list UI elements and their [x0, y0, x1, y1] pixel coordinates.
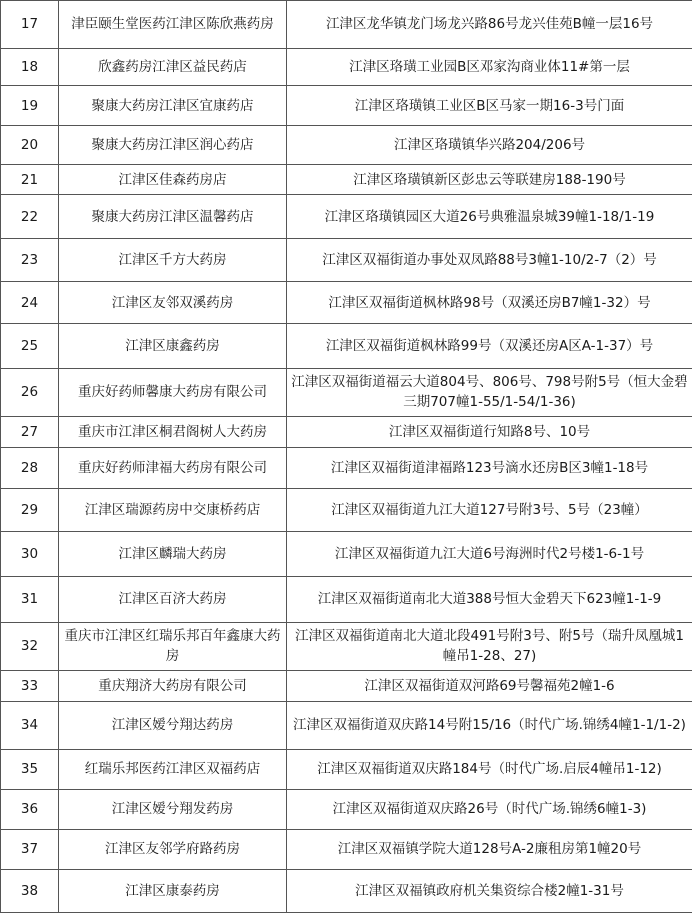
pharmacy-address: 江津区双福街道枫林路99号（双溪还房A区A-1-37）号	[287, 324, 692, 369]
row-number: 22	[1, 195, 59, 239]
table-row	[1, 701, 692, 749]
table-row	[1, 749, 692, 790]
pharmacy-name: 江津区康鑫药房	[59, 324, 287, 369]
row-number: 24	[1, 281, 59, 324]
pharmacy-name: 江津区千方大药房	[59, 239, 287, 282]
row-number: 35	[1, 749, 59, 790]
pharmacy-name: 江津区麟瑞大药房	[59, 532, 287, 577]
row-number: 26	[1, 369, 59, 417]
row-number: 27	[1, 416, 59, 447]
row-number: 18	[1, 48, 59, 85]
row-number: 25	[1, 324, 59, 369]
pharmacy-address: 江津区双福街道双庆路26号（时代广场.锦绣6幢1-3)	[287, 790, 692, 830]
pharmacy-address: 江津区珞璜镇华兴路204/206号	[287, 125, 692, 165]
table-row	[1, 195, 692, 239]
table-row	[1, 281, 692, 324]
table-row	[1, 324, 692, 369]
table-row	[1, 369, 692, 417]
row-number: 31	[1, 577, 59, 623]
pharmacy-address: 江津区双福街道双河路69号馨福苑2幢1-6	[287, 670, 692, 701]
pharmacy-name: 聚康大药房江津区温馨药店	[59, 195, 287, 239]
pharmacy-name: 江津区友邻双溪药房	[59, 281, 287, 324]
pharmacy-name: 重庆好药师津福大药房有限公司	[59, 448, 287, 489]
pharmacy-name: 红瑞乐邦医药江津区双福药店	[59, 749, 287, 790]
row-number: 17	[1, 1, 59, 49]
pharmacy-address: 江津区双福街道福云大道804号、806号、798号附5号（恒大金碧三期707幢1-55/1-54/1-36)	[287, 369, 692, 417]
row-number: 30	[1, 532, 59, 577]
pharmacy-address: 江津区珞璜镇新区彭忠云等联建房188-190号	[287, 165, 692, 195]
table-row	[1, 670, 692, 701]
pharmacy-address: 江津区珞璜镇工业区B区马家一期16-3号门面	[287, 86, 692, 126]
row-number: 29	[1, 488, 59, 532]
pharmacy-address: 江津区双福街道九江大道127号附3号、5号（23幢）	[287, 488, 692, 532]
pharmacy-address: 江津区双福街道枫林路98号（双溪还房B7幢1-32）号	[287, 281, 692, 324]
table-row	[1, 532, 692, 577]
row-number: 33	[1, 670, 59, 701]
pharmacy-name: 江津区康泰药房	[59, 870, 287, 913]
pharmacy-address: 江津区双福镇学院大道128号A-2廉租房第1幢20号	[287, 829, 692, 870]
pharmacy-name: 重庆市江津区桐君阁树人大药房	[59, 416, 287, 447]
pharmacy-address: 江津区双福街道行知路8号、10号	[287, 416, 692, 447]
table-body	[1, 1, 692, 913]
row-number: 28	[1, 448, 59, 489]
table-row	[1, 1, 692, 49]
pharmacy-name: 江津区瑞源药房中交康桥药店	[59, 488, 287, 532]
pharmacy-address: 江津区双福街道津福路123号滴水还房B区3幢1-18号	[287, 448, 692, 489]
pharmacy-name: 江津区佳森药房店	[59, 165, 287, 195]
pharmacy-name: 江津区嫒兮翔达药房	[59, 701, 287, 749]
pharmacy-address: 江津区双福街道双庆路14号附15/16（时代广场.锦绣4幢1-1/1-2)	[287, 701, 692, 749]
pharmacy-address: 江津区双福镇政府机关集资综合楼2幢1-31号	[287, 870, 692, 913]
pharmacy-address: 江津区珞璜镇园区大道26号典雅温泉城39幢1-18/1-19	[287, 195, 692, 239]
row-number: 38	[1, 870, 59, 913]
row-number: 34	[1, 701, 59, 749]
table-row	[1, 577, 692, 623]
pharmacy-address: 江津区双福街道办事处双凤路88号3幢1-10/2-7（2）号	[287, 239, 692, 282]
table-row	[1, 829, 692, 870]
pharmacy-name: 重庆市江津区红瑞乐邦百年鑫康大药房	[59, 622, 287, 670]
pharmacy-name: 重庆好药师馨康大药房有限公司	[59, 369, 287, 417]
row-number: 36	[1, 790, 59, 830]
pharmacy-name: 江津区百济大药房	[59, 577, 287, 623]
row-number: 21	[1, 165, 59, 195]
table-row	[1, 48, 692, 85]
row-number: 32	[1, 622, 59, 670]
table-row	[1, 86, 692, 126]
table-row	[1, 622, 692, 670]
pharmacy-address: 江津区珞璜工业园B区邓家沟商业体11#第一层	[287, 48, 692, 85]
pharmacy-address: 江津区双福街道南北大道388号恒大金碧天下623幢1-1-9	[287, 577, 692, 623]
table-row	[1, 416, 692, 447]
row-number: 23	[1, 239, 59, 282]
row-number: 37	[1, 829, 59, 870]
pharmacy-name: 欣鑫药房江津区益民药店	[59, 48, 287, 85]
row-number: 20	[1, 125, 59, 165]
table-row	[1, 448, 692, 489]
pharmacy-address: 江津区双福街道南北大道北段491号附3号、附5号（瑞升凤凰城1幢吊1-28、27)	[287, 622, 692, 670]
pharmacy-name: 重庆翔济大药房有限公司	[59, 670, 287, 701]
table-row	[1, 239, 692, 282]
table-row	[1, 125, 692, 165]
table-row	[1, 870, 692, 913]
pharmacy-address: 江津区双福街道九江大道6号海洲时代2号楼1-6-1号	[287, 532, 692, 577]
row-number: 19	[1, 86, 59, 126]
pharmacy-address: 江津区双福街道双庆路184号（时代广场.启辰4幢吊1-12)	[287, 749, 692, 790]
pharmacy-name: 江津区友邻学府路药房	[59, 829, 287, 870]
pharmacy-name: 聚康大药房江津区宜康药店	[59, 86, 287, 126]
pharmacy-address: 江津区龙华镇龙门场龙兴路86号龙兴佳苑B幢一层16号	[287, 1, 692, 49]
table-row	[1, 488, 692, 532]
pharmacy-name: 聚康大药房江津区润心药店	[59, 125, 287, 165]
table-row	[1, 790, 692, 830]
pharmacy-name: 津臣颐生堂医药江津区陈欣燕药房	[59, 1, 287, 49]
pharmacy-name: 江津区嫒兮翔发药房	[59, 790, 287, 830]
table-row	[1, 165, 692, 195]
